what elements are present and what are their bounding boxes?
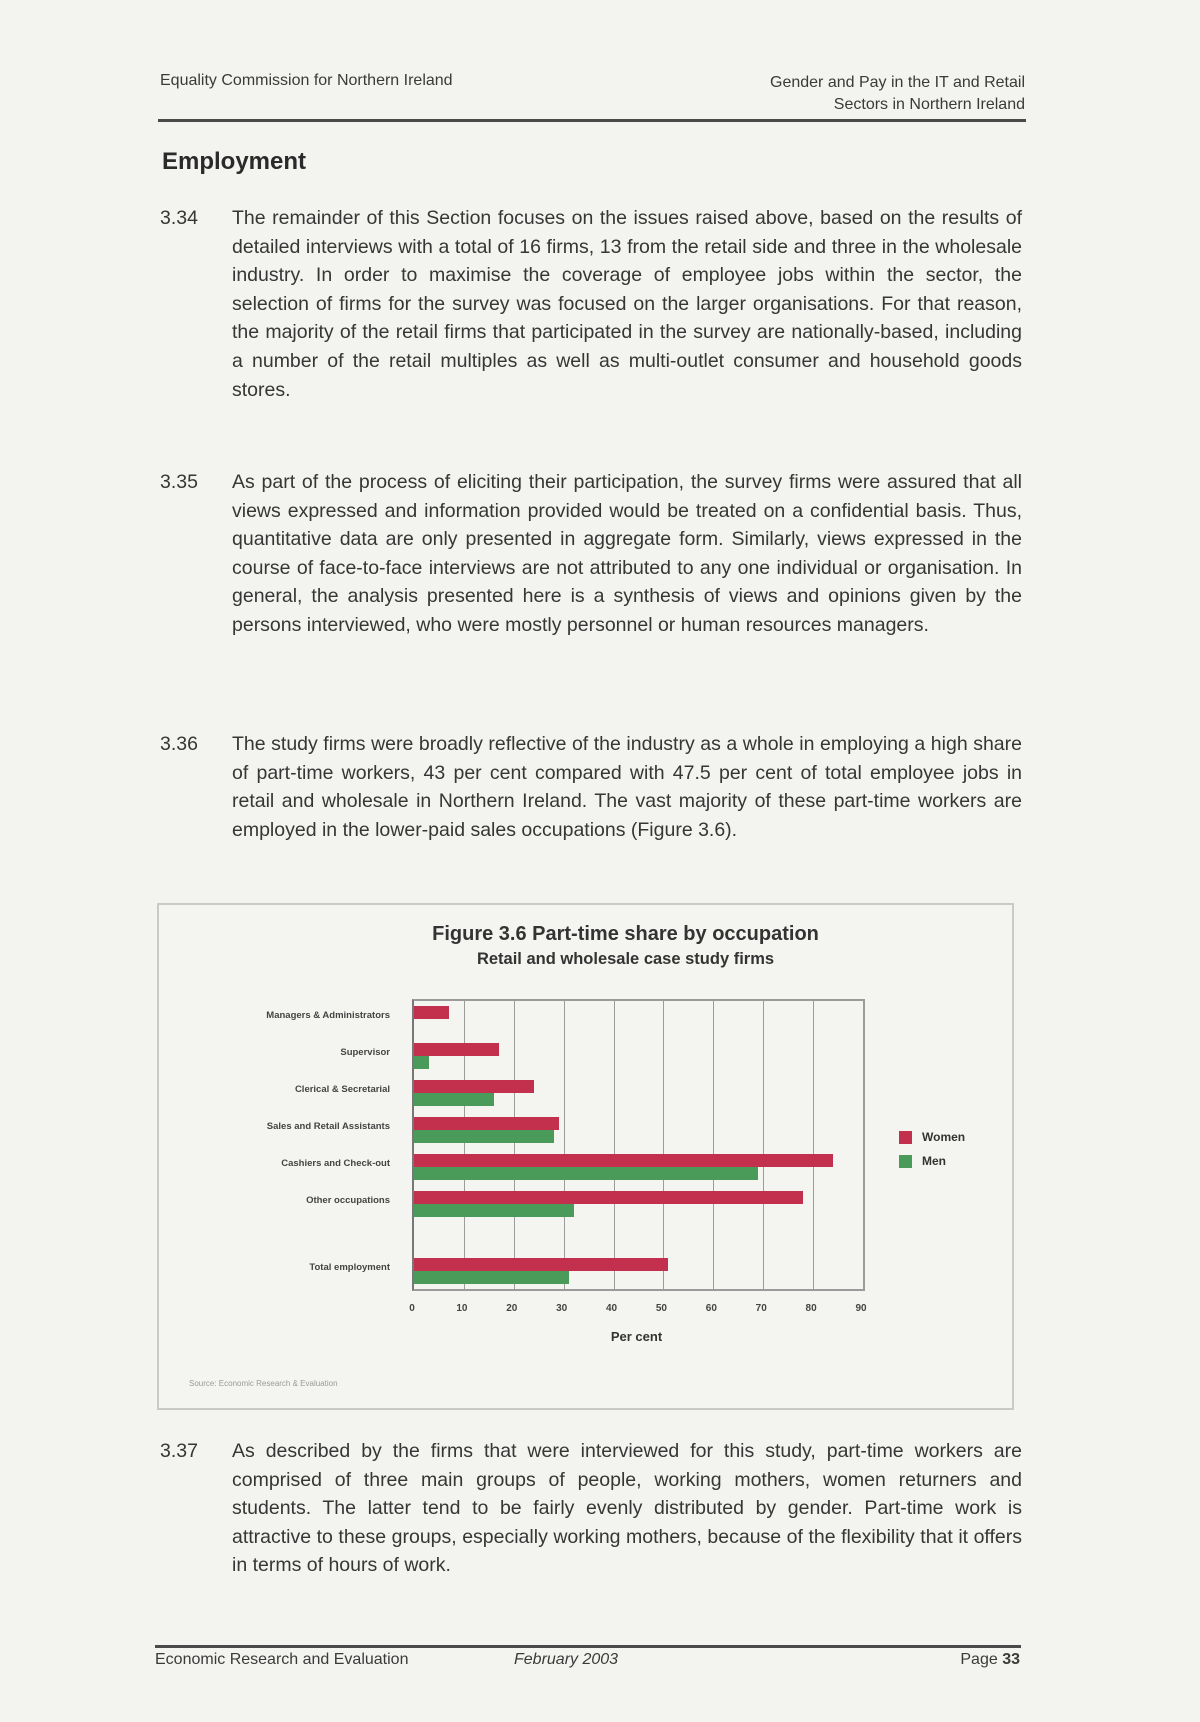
x-tick-label: 50: [655, 1303, 667, 1314]
bar-men: [414, 1204, 574, 1217]
chart-title-block: [159, 923, 1012, 969]
legend-item-men: [899, 1149, 965, 1173]
x-tick-label: 80: [805, 1303, 817, 1314]
bar-women: [414, 1080, 534, 1093]
legend-label: Men: [922, 1154, 946, 1168]
gridline: [614, 1001, 615, 1289]
bar-men: [414, 1056, 429, 1069]
paragraph-number: 3.34: [160, 207, 198, 229]
bar-women: [414, 1191, 803, 1204]
section-title: Employment: [162, 148, 307, 175]
header-organisation: Equality Commission for Northern Ireland: [160, 72, 453, 89]
paragraph-3-34: [160, 204, 1022, 404]
bar-men: [414, 1093, 494, 1106]
header-rule: [158, 119, 1026, 122]
paragraph-3-35: [160, 468, 1022, 640]
category-label: Sales and Retail Assistants: [266, 1121, 390, 1132]
category-label: Other occupations: [306, 1195, 390, 1206]
x-tick-label: 0: [409, 1303, 415, 1314]
footer-page: [960, 1651, 1020, 1669]
x-tick-label: 90: [855, 1303, 867, 1314]
category-label: Supervisor: [340, 1047, 390, 1058]
paragraph-text: The remainder of this Section focuses on the issues raised above, based on the results of detailed interviews with a total of 16 firms, 13 from the retail side and three in the wholesale industry. In order to maximise the coverage of employee jobs within the sector, the selection of firms for the survey was focused on the larger organisations. For that reason, the majority of the retail firms that participated in the survey are nationally-based, including a number of the retail multiples as well as multi-outlet consumer and household goods stores.: [232, 207, 1022, 401]
x-tick-label: 70: [755, 1303, 767, 1314]
bar-women: [414, 1006, 449, 1019]
paragraph-text: As described by the firms that were interviewed for this study, part-time workers are comprised of three main groups of people, working mothers, women returners and students. The latter tend to be fairly evenly distributed by gender. Part-time work is attractive to these groups, especially working mothers, because of the flexibility that it offers in terms of hours of work.: [232, 1440, 1022, 1577]
paragraph-number: 3.36: [160, 733, 198, 755]
bar-men: [414, 1130, 554, 1143]
women-swatch-icon: [899, 1131, 912, 1144]
legend-label: Women: [922, 1130, 966, 1144]
category-label: Cashiers and Check-out: [281, 1158, 390, 1169]
x-tick-label: 40: [605, 1303, 618, 1314]
chart-title: Figure 3.6 Part-time share by occupation: [432, 923, 819, 945]
legend-item-women: [899, 1125, 965, 1149]
paragraph-text: As part of the process of eliciting their participation, the survey firms were assured that all views expressed and information provided would be treated on a confidential basis. Thus, quantitative data are only presented in aggregate form. Similarly, views expressed in the course of face-to-face interviews are not attributed to any one individual or organisation. In general, the analysis presented here is a synthesis of views and opinions given by the persons interviewed, who were mostly personnel or human resources managers.: [232, 471, 1022, 636]
paragraph-number: 3.35: [160, 471, 198, 493]
x-tick-label: 60: [705, 1303, 717, 1314]
category-label: Managers & Administrators: [266, 1010, 390, 1021]
footer-author: Economic Research and Evaluation: [155, 1651, 409, 1668]
bar-women: [414, 1043, 499, 1056]
bar-women: [414, 1154, 833, 1167]
gridline: [663, 1001, 664, 1289]
bar-men: [414, 1271, 569, 1284]
category-label: Total employment: [309, 1262, 390, 1273]
chart-source-note: Source: Economic Research & Evaluation: [189, 1379, 338, 1388]
chart-subtitle: Retail and wholesale case study firms: [476, 950, 775, 968]
gridline: [564, 1001, 565, 1289]
footer-rule: [155, 1645, 1021, 1648]
x-tick-label: 30: [556, 1303, 568, 1314]
footer-date: February 2003: [514, 1651, 619, 1668]
plot-area: [412, 999, 865, 1291]
x-tick-label: 10: [456, 1303, 468, 1314]
paragraph-text: The study firms were broadly reflective of the industry as a whole in employing a high share of part-time workers, 43 per cent compared with 47.5 per cent of total employee jobs in retail and wholesale in Northern Ireland. The vast majority of these part-time workers are employed in the lower-paid sales occupations (Figure 3.6).: [232, 733, 1022, 841]
gridline: [514, 1001, 515, 1289]
men-swatch-icon: [899, 1155, 912, 1168]
paragraph-number: 3.37: [160, 1440, 198, 1462]
gridline: [813, 1001, 814, 1289]
figure-3-6-chart: [157, 903, 1014, 1410]
bar-men: [414, 1167, 758, 1180]
bar-women: [414, 1117, 559, 1130]
category-label: Clerical & Secretarial: [294, 1084, 390, 1095]
gridline: [763, 1001, 764, 1289]
chart-legend: [899, 1125, 965, 1173]
header-title-line1: Gender and Pay in the IT and Retail: [770, 74, 1025, 91]
x-axis-label: Per cent: [610, 1329, 663, 1344]
page-number: 33: [1002, 1651, 1020, 1668]
bar-women: [414, 1258, 668, 1271]
header-title-line2: Sectors in Northern Ireland: [833, 96, 1025, 113]
header-report-title: [770, 72, 1025, 116]
page-label: Page: [960, 1651, 998, 1668]
gridline: [863, 1001, 864, 1289]
paragraph-3-36: [160, 730, 1022, 844]
gridline: [713, 1001, 714, 1289]
paragraph-3-37: [160, 1437, 1022, 1580]
x-tick-label: 20: [506, 1303, 518, 1314]
